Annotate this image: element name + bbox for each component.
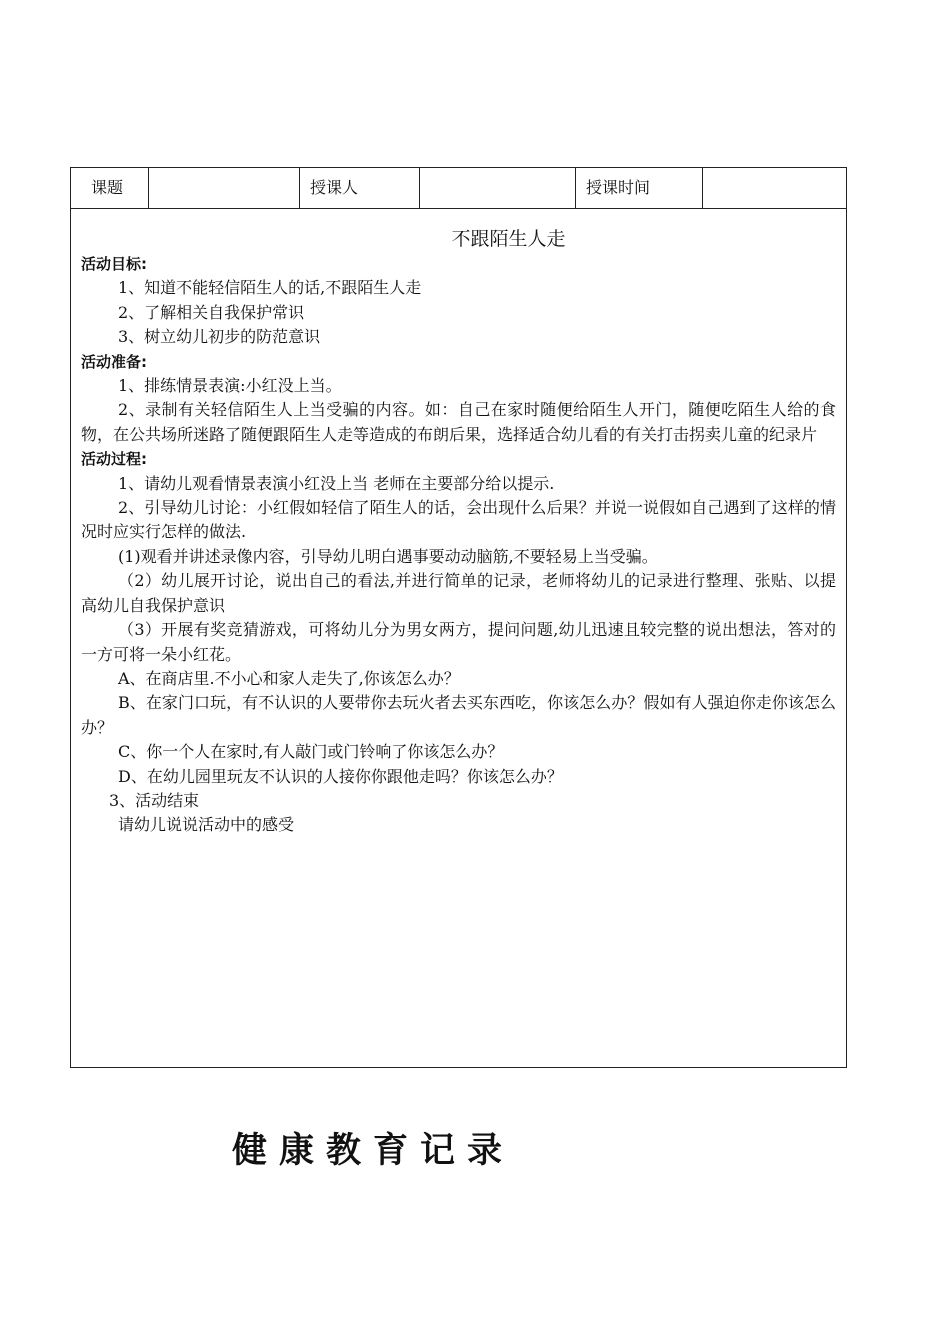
goal-item: 3、树立幼儿初步的防范意识 <box>118 327 321 347</box>
prep-heading: 活动准备: <box>81 352 147 371</box>
prep-item: 2、录制有关轻信陌生人上当受骗的内容。如：自己在家时随便给陌生人开门，随便吃陌生人给的食物，在公共场所迷路了随便跟陌生人走等造成的布朗后果，选择适合幼儿看的有关打击拐卖儿童的纪录片 <box>81 400 836 444</box>
process-item: (1)观看并讲述录像内容，引导幼儿明白遇事要动动脑筋,不要轻易上当受骗。 <box>118 546 658 566</box>
time-label: 授课时间 <box>576 168 703 208</box>
question-item: C、你一个人在家时,有人敲门或门铃响了你该怎么办？ <box>118 742 504 762</box>
question-item: B、在家门口玩，有不认识的人要带你去玩火者去买东西吃，你该怎么办？假如有人强迫你走你该怎么办？ <box>81 693 836 737</box>
lesson-title: 不跟陌生人走 <box>451 228 566 250</box>
time-value-cell[interactable] <box>703 168 846 208</box>
record-title: 健康教育记录 <box>232 1131 515 1171</box>
prep-item: 1、排练情景表演:小红没上当。 <box>118 376 342 396</box>
process-heading: 活动过程: <box>81 450 147 469</box>
question-item: D、在幼儿园里玩友不认识的人接你你跟他走吗？你该怎么办？ <box>118 766 563 786</box>
lesson-content <box>71 209 846 838</box>
goal-item: 1、知道不能轻信陌生人的话,不跟陌生人走 <box>118 278 422 298</box>
topic-label: 课题 <box>71 168 149 208</box>
end-text: 请幼儿说说活动中的感受 <box>118 815 295 835</box>
lesson-plan-table <box>70 167 847 1068</box>
process-item: 1、请幼儿观看情景表演小红没上当 老师在主要部分给以提示. <box>118 473 555 493</box>
header-row <box>71 168 846 209</box>
process-item: （2）幼儿展开讨论，说出自己的看法,并进行简单的记录，老师将幼儿的记录进行整理、张贴、以提高幼儿自我保护意识 <box>81 571 836 615</box>
teacher-value-cell[interactable] <box>420 168 576 208</box>
goal-item: 2、了解相关自我保护常识 <box>118 302 305 322</box>
topic-value-cell[interactable] <box>149 168 300 208</box>
end-step: 3、活动结束 <box>109 790 200 810</box>
process-item: 2、引导幼儿讨论：小红假如轻信了陌生人的话，会出现什么后果？并说一说假如自己遇到了这样的情况时应实行怎样的做法. <box>81 498 836 542</box>
process-item: （3）开展有奖竞猜游戏，可将幼儿分为男女两方，提问问题,幼儿迅速且较完整的说出想法，答对的一方可将一朵小红花。 <box>81 620 836 664</box>
question-item: A、在商店里.不小心和家人走失了,你该怎么办？ <box>118 668 460 688</box>
goals-heading: 活动目标: <box>81 255 147 273</box>
teacher-label: 授课人 <box>300 168 420 208</box>
